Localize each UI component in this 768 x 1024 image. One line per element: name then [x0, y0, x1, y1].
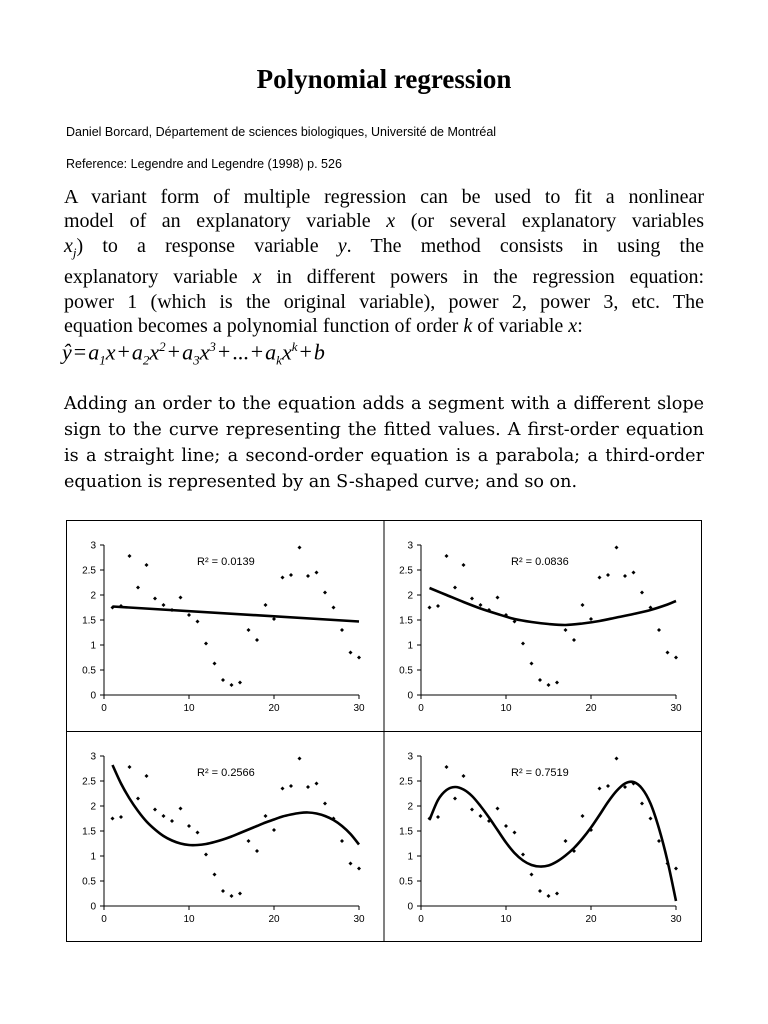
data-point	[615, 546, 619, 550]
data-point	[581, 603, 585, 607]
y-tick-label: 2.5	[82, 776, 96, 788]
data-point	[255, 638, 259, 642]
data-point	[247, 839, 251, 843]
data-point	[196, 831, 200, 835]
data-point	[332, 606, 336, 610]
data-point	[530, 662, 534, 666]
y-tick-label: 0	[407, 901, 413, 913]
data-point	[145, 774, 149, 778]
data-point	[179, 596, 183, 600]
data-point	[119, 815, 123, 819]
data-point	[213, 873, 217, 877]
data-point	[357, 867, 361, 871]
x-tick-label: 20	[585, 703, 597, 714]
data-point	[187, 613, 191, 617]
data-point	[513, 831, 517, 835]
data-point	[666, 651, 670, 655]
y-tick-label: 2.5	[399, 565, 413, 577]
data-point	[598, 787, 602, 791]
intro-paragraph-line: A variant form of multiple regression can be used to fit a nonlinear	[64, 186, 704, 208]
data-point	[640, 802, 644, 806]
y-tick-label: 3	[407, 751, 413, 763]
x-tick-label: 10	[500, 703, 512, 714]
x-tick-label: 0	[101, 914, 107, 925]
reference-line: Reference: Legendre and Legendre (1998) p. 526	[66, 157, 342, 171]
y-tick-label: 0	[407, 690, 413, 702]
data-point	[204, 642, 208, 646]
data-point	[521, 853, 525, 857]
explanation-paragraph-line: equation is represented by an S-shaped curve; and so on.	[64, 472, 578, 492]
y-tick-label: 1.5	[82, 826, 96, 838]
data-point	[589, 617, 593, 621]
y-tick-label: 0.5	[82, 876, 96, 888]
x-tick-label: 10	[183, 914, 195, 925]
data-point	[496, 807, 500, 811]
explanation-paragraph-line: is a straight line; a second-order equation is a parabola; a third-order	[64, 446, 704, 466]
y-tick-label: 2	[407, 590, 413, 602]
x-tick-label: 0	[101, 703, 107, 714]
chart-panel-order-4	[399, 752, 682, 926]
x-tick-label: 0	[418, 914, 424, 925]
chart-panel-order-1	[82, 541, 365, 715]
data-point	[153, 808, 157, 812]
data-point	[453, 797, 457, 801]
fitted-curve-order-2	[430, 588, 677, 625]
data-point	[357, 656, 361, 660]
data-point	[281, 787, 285, 791]
explanation-paragraph-line: sign to the curve representing the fitted values. A first-order equation	[64, 420, 704, 440]
data-point	[230, 894, 234, 898]
r-squared-label: R² = 0.0139	[197, 556, 255, 568]
r-squared-label: R² = 0.7519	[511, 767, 569, 779]
x-tick-label: 20	[268, 703, 280, 714]
data-point	[657, 628, 661, 632]
y-tick-label: 3	[90, 540, 96, 552]
y-tick-label: 1.5	[82, 615, 96, 627]
data-point	[623, 574, 627, 578]
y-tick-label: 2	[90, 590, 96, 602]
data-point	[428, 606, 432, 610]
data-point	[162, 603, 166, 607]
data-point	[306, 574, 310, 578]
data-point	[436, 604, 440, 608]
data-point	[162, 814, 166, 818]
y-tick-label: 0.5	[399, 665, 413, 677]
data-point	[632, 571, 636, 575]
intro-paragraph-line: power 1 (which is the original variable), power 2, power 3, etc. The	[64, 290, 704, 313]
y-tick-label: 0	[90, 901, 96, 913]
y-tick-label: 3	[90, 751, 96, 763]
data-point	[298, 757, 302, 761]
data-point	[230, 683, 234, 687]
data-point	[564, 839, 568, 843]
data-point	[323, 591, 327, 595]
data-point	[504, 824, 508, 828]
data-point	[289, 573, 293, 577]
data-point	[674, 656, 678, 660]
y-tick-label: 2	[90, 801, 96, 813]
data-point	[255, 849, 259, 853]
data-point	[196, 620, 200, 624]
data-point	[479, 603, 483, 607]
data-point	[247, 628, 251, 632]
y-tick-label: 1	[407, 851, 413, 863]
data-point	[555, 681, 559, 685]
data-point	[581, 814, 585, 818]
data-point	[547, 894, 551, 898]
chart-panel-order-2	[399, 541, 682, 715]
data-point	[615, 757, 619, 761]
y-tick-label: 0	[90, 690, 96, 702]
data-point	[238, 681, 242, 685]
intro-paragraph-line: $x_j$) to a response variable y. The method consists in using the	[64, 234, 704, 260]
data-point	[306, 785, 310, 789]
data-point	[598, 576, 602, 580]
fitted-curve-order-4	[430, 782, 677, 901]
data-point	[145, 563, 149, 567]
data-point	[187, 824, 191, 828]
y-tick-label: 2	[407, 801, 413, 813]
data-point	[445, 554, 449, 558]
intro-paragraph-line: equation becomes a polynomial function of order k of variable x:	[64, 315, 583, 338]
data-point	[264, 814, 268, 818]
data-point	[538, 889, 542, 893]
data-point	[128, 765, 132, 769]
explanation-paragraph	[64, 391, 704, 495]
y-tick-label: 1.5	[399, 826, 413, 838]
data-point	[436, 815, 440, 819]
data-point	[453, 586, 457, 590]
x-tick-label: 0	[418, 703, 424, 714]
fitted-curve-order-1	[113, 607, 360, 622]
regression-charts	[67, 521, 701, 941]
r-squared-label: R² = 0.0836	[511, 556, 569, 568]
x-tick-label: 10	[183, 703, 195, 714]
y-tick-label: 2.5	[399, 776, 413, 788]
data-point	[530, 873, 534, 877]
data-point	[462, 563, 466, 567]
data-point	[136, 586, 140, 590]
data-point	[289, 784, 293, 788]
x-tick-label: 20	[585, 914, 597, 925]
data-point	[323, 802, 327, 806]
data-point	[657, 839, 661, 843]
data-point	[674, 867, 678, 871]
data-point	[179, 807, 183, 811]
data-point	[640, 591, 644, 595]
x-tick-label: 20	[268, 914, 280, 925]
intro-paragraph-line: explanatory variable x in different powers in the regression equation:	[64, 266, 704, 289]
y-tick-label: 1.5	[399, 615, 413, 627]
x-tick-label: 30	[353, 703, 365, 714]
y-tick-label: 3	[407, 540, 413, 552]
data-point	[470, 808, 474, 812]
data-point	[572, 638, 576, 642]
data-point	[315, 782, 319, 786]
data-point	[564, 628, 568, 632]
data-point	[272, 828, 276, 832]
data-point	[538, 678, 542, 682]
chart-panel-order-3	[82, 752, 365, 926]
data-point	[281, 576, 285, 580]
data-point	[170, 819, 174, 823]
y-tick-label: 0.5	[399, 876, 413, 888]
data-point	[555, 892, 559, 896]
data-point	[649, 817, 653, 821]
data-point	[298, 546, 302, 550]
regression-figure	[66, 520, 702, 942]
x-tick-label: 30	[670, 703, 682, 714]
data-point	[462, 774, 466, 778]
data-point	[264, 603, 268, 607]
y-tick-label: 1	[90, 851, 96, 863]
x-tick-label: 30	[670, 914, 682, 925]
author-line: Daniel Borcard, Département de sciences biologiques, Université de Montréal	[66, 125, 497, 139]
data-point	[153, 597, 157, 601]
data-point	[221, 889, 225, 893]
data-point	[213, 662, 217, 666]
data-point	[547, 683, 551, 687]
page-title: Polynomial regression	[256, 64, 512, 94]
data-point	[204, 853, 208, 857]
data-point	[315, 571, 319, 575]
intro-paragraph-line: model of an explanatory variable x (or several explanatory variables	[64, 210, 705, 233]
intro-paragraph	[64, 185, 704, 338]
y-tick-label: 1	[90, 640, 96, 652]
data-point	[238, 892, 242, 896]
y-tick-label: 1	[407, 640, 413, 652]
x-tick-label: 10	[500, 914, 512, 925]
data-point	[606, 573, 610, 577]
polynomial-equation: $ŷ=a_1x+a_2x^2+a_3x^3+...+a_kx^k+b$	[62, 339, 325, 368]
data-point	[606, 784, 610, 788]
y-tick-label: 2.5	[82, 565, 96, 577]
data-point	[470, 597, 474, 601]
data-point	[340, 628, 344, 632]
data-point	[136, 797, 140, 801]
data-point	[128, 554, 132, 558]
data-point	[111, 817, 115, 821]
data-point	[496, 596, 500, 600]
data-point	[445, 765, 449, 769]
data-point	[479, 814, 483, 818]
explanation-paragraph-line: Adding an order to the equation adds a segment with a different slope	[64, 394, 704, 414]
data-point	[349, 862, 353, 866]
data-point	[221, 678, 225, 682]
x-tick-label: 30	[353, 914, 365, 925]
y-tick-label: 0.5	[82, 665, 96, 677]
data-point	[521, 642, 525, 646]
data-point	[349, 651, 353, 655]
r-squared-label: R² = 0.2566	[197, 767, 255, 779]
data-point	[340, 839, 344, 843]
